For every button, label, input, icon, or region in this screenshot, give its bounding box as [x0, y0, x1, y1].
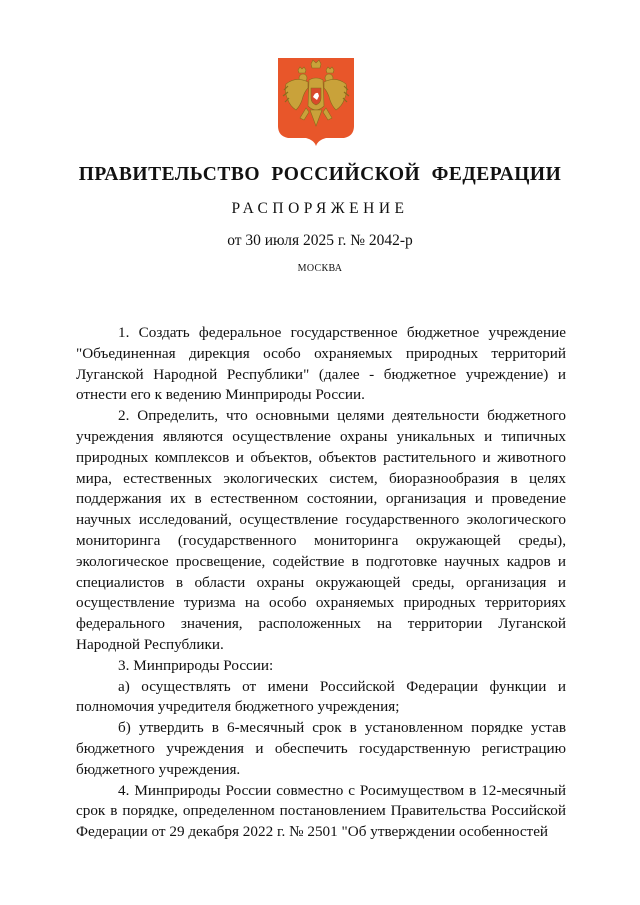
document-city: МОСКВА [297, 263, 343, 274]
paragraph-3: 3. Минприроды России: [118, 656, 274, 674]
russian-coat-of-arms-icon [276, 56, 356, 148]
paragraph-1: 1. Создать федеральное государственное бюджетное учреждение "Объединенная дирекция особо охраняемых природных территорий Луганской Народной Республики" (далее - бюджетное учреждение) и отнести его к ведению Минприроды России. [76, 324, 566, 404]
document-date-number: от 30 июля 2025 г. № 2042-р [227, 232, 413, 249]
paragraph-2: 2. Определить, что основными целями деятельности бюджетного учреждения являются осуществление охраны уникальных и типичных природных комплексов и объектов, объектов растительного и животного мира, естественных экологических систем, биоразнообразия в целях поддержания их в естественном состоянии, организация и проведение научных исследований, осуществление государственного экологического мониторинга (государственного мониторинга окружающей среды), экологическое просвещение, содействие в подготовке научных кадров и специалистов в области охраны окружающей среды, организация и осуществление туризма на особо охраняемых природных территориях федерального значения, расположенных на территории Луганской Народной Республики. [76, 407, 566, 653]
government-title: ПРАВИТЕЛЬСТВО РОССИЙСКОЙ ФЕДЕРАЦИИ [78, 164, 562, 185]
paragraph-3a: а) осуществлять от имени Российской Федерации функции и полномочия учредителя бюджетного учреждения; [76, 677, 566, 716]
paragraph-3b: б) утвердить в 6-месячный срок в установленном порядке устав бюджетного учреждения и обеспечить государственную регистрацию бюджетного учреждения. [76, 719, 566, 778]
paragraph-4: 4. Минприроды России совместно с Росимуществом в 12-месячный срок в порядке, определенном постановлением Правительства Российской Федерации от 29 декабря 2022 г. № 2501 "Об утверждении особенностей [76, 781, 566, 841]
document-body [76, 323, 566, 843]
document-type: РАСПОРЯЖЕНИЕ [231, 200, 409, 217]
